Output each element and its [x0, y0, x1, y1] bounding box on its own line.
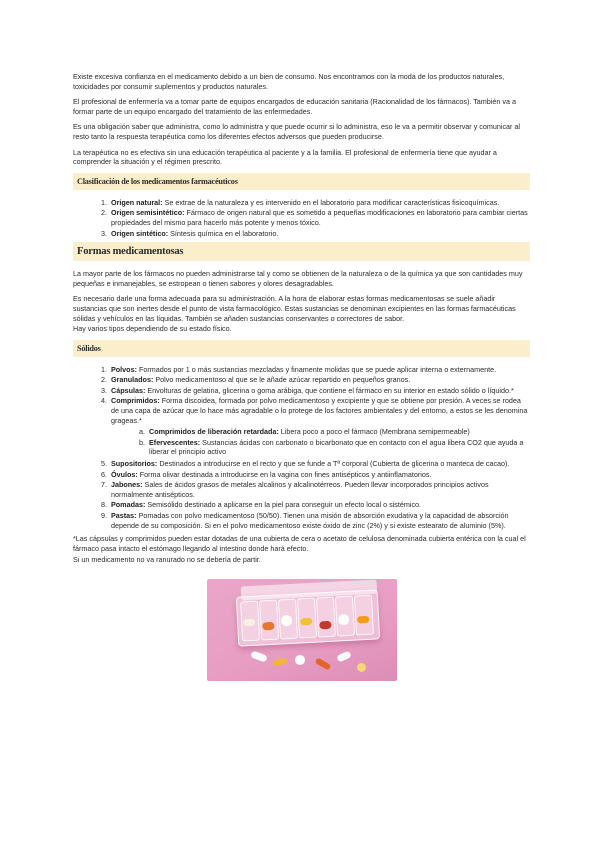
- footnote: *Las cápsulas y comprimidos pueden estar dotadas de una cubierta de cera o acetato de celulosa denominada cubierta entérica con la cual el fármaco pasa intacto el estómago llegando al intestino donde hará efecto.: [73, 534, 526, 553]
- pill-compartment: [259, 600, 279, 641]
- final-note: Si un medicamento no va ranurado no se debería de partir.: [73, 555, 261, 565]
- formas-paragraph-2: Es necesario darle una forma adecuada para su administración. A la hora de elaborar estas formas medicamentosas se suele añadir sustancias que son inertes desde el punto de vista farmacológico. Estas sustancias se denominan excipientes en las formas farmacéuticas sólidas y vehículos en las líquidas. También se añaden sustancias conservantes o correctores de sabor.: [73, 294, 516, 323]
- list-item: [109, 375, 530, 385]
- pill-compartment: [315, 597, 335, 638]
- formas-note: Hay varios tipos dependiendo de su estado físico.: [73, 324, 232, 334]
- list-item: [109, 198, 530, 208]
- item-term: Origen natural:: [111, 197, 163, 207]
- item-term: Pomadas:: [111, 500, 146, 510]
- subitem-text: Libera poco a poco el fármaco (Membrana semipermeable): [278, 427, 470, 437]
- comprimidos-sublist: [111, 427, 530, 457]
- pill: [262, 622, 274, 631]
- sublist-item: [147, 427, 530, 437]
- pill: [319, 621, 331, 630]
- list-item: [109, 511, 530, 530]
- item-term: Origen sintético:: [111, 228, 169, 238]
- item-term: Jabones:: [111, 480, 143, 490]
- heading-formas: Formas medicamentosas: [73, 242, 530, 261]
- item-text: Pomadas con polvo medicamentoso (50/50). Tienen una misión de absorción exudativa y la capacidad de absorción depende de su composición. Si en el polvo medicamentoso existe óxido de zinc (2%) y si existe estearato de aluminio (5%).: [111, 511, 509, 530]
- solidos-list: [73, 365, 530, 531]
- item-term: Supositorios:: [111, 459, 158, 469]
- list-item: [109, 470, 530, 480]
- list-item: [109, 229, 530, 239]
- loose-pill: [314, 657, 331, 670]
- subitem-term: Efervescentes:: [149, 437, 201, 447]
- intro-paragraph-3: Es una obligación saber que administra, como lo administra y que puede ocurrir si lo administra, eso le va a permitir observar y comunicar al resto tanto la respuesta terapéutica como los diferentes efectos adversos que pueden producirse.: [73, 122, 521, 141]
- loose-pill: [357, 663, 366, 672]
- item-term: Polvos:: [111, 364, 137, 374]
- sublist-item: [147, 438, 530, 457]
- heading-solidos: Sólidos: [73, 340, 530, 357]
- pill-compartment: [353, 595, 373, 636]
- item-text: Sales de ácidos grasos de metales alcalinos y alcalinotérreos. Pueden llevar incorporados principios activos normalmente antisépticos.: [111, 480, 489, 499]
- item-text: Formados por 1 o más sustancias mezcladas y finamente molidas que se puede aplicar interna o externamente.: [136, 364, 497, 374]
- item-term: Origen semisintético:: [111, 208, 185, 218]
- list-item: [109, 480, 530, 499]
- loose-pill: [336, 650, 352, 662]
- item-text: Polvo medicamentoso al que se le añade azúcar repartido en pequeños granos.: [153, 375, 411, 385]
- loose-pill: [295, 655, 305, 665]
- intro-paragraph-1: Existe excesiva confianza en el medicamento debido a un bien de consumo. Nos encontramos con la moda de los productos naturales, toxicidades por consumir suplementos y productos naturales.: [73, 72, 505, 91]
- item-text: Síntesis química en el laboratorio.: [168, 228, 279, 238]
- item-text: Se extrae de la naturaleza y es intervenido en el laboratorio para modificar características fisicoquímicas.: [162, 197, 500, 207]
- pill: [242, 619, 254, 627]
- pill: [300, 618, 312, 626]
- item-term: Granulados:: [111, 375, 154, 385]
- subitem-term: Comprimidos de liberación retardada:: [149, 427, 279, 437]
- list-item: [109, 208, 530, 227]
- list-item: [109, 386, 530, 396]
- list-item: [109, 396, 530, 457]
- list-item: [109, 365, 530, 375]
- item-term: Cápsulas:: [111, 385, 146, 395]
- clasificacion-list: [73, 198, 530, 238]
- item-term: Pastas:: [111, 511, 137, 520]
- item-term: Comprimidos:: [111, 396, 160, 406]
- intro-paragraph-2: El profesional de enfermería va a tomar parte de equipos encargados de educación sanitaria (Racionalidad de los fármacos). También va a formar parte de un equipo encargado del tratamiento de las enfermedades.: [73, 97, 516, 116]
- pill: [337, 614, 349, 626]
- formas-paragraph-1: La mayor parte de los fármacos no pueden administrarse tal y como se obtienen de la naturaleza o de la química ya que son cantidades muy pequeñas e inmanejables, se estropean o tienen sabores y olores desagradables.: [73, 269, 523, 288]
- document-content: [73, 72, 530, 681]
- item-text: Forma olivar destinada a introducirse en la vagina con fines antisépticos y antiinflamatorios.: [137, 469, 432, 479]
- pill-organizer-photo: [207, 579, 397, 681]
- item-text: Semisólido destinado a aplicarse en la piel para conseguir un efecto local o sistémico.: [145, 500, 422, 510]
- pill-box: [235, 589, 379, 646]
- heading-clasificacion: Clasificación de los medicamentos farmacéuticos: [73, 173, 530, 190]
- list-item: [109, 500, 530, 510]
- item-term: Óvulos:: [111, 469, 138, 479]
- pill: [356, 616, 368, 624]
- intro-paragraph-4: La terapéutica no es efectiva sin una educación terapéutica al paciente y a la familia. El profesional de enfermería tiene que ayudar a comprender la situación y el régimen prescrito.: [73, 147, 497, 167]
- item-text: Forma discoidea, formada por polvo medicamentoso y excipiente y que se obtiene por presión. A veces se rodea de una capa de azúcar que lo hace más agradable o lo protege de los factores ambientales y del entorno, a estos se les denomina grageas.*: [111, 396, 528, 425]
- subitem-text: Sustancias ácidas con carbonato o bicarbonato que en contacto con el agua libera CO2 que ayuda a liberar el principio activo: [149, 437, 524, 457]
- list-item: [109, 459, 530, 469]
- loose-pill: [250, 650, 267, 662]
- item-text: Destinados a introducirse en el recto y que se funde a Tª corporal (Cubierta de glicerina o manteca de cacao).: [157, 459, 510, 469]
- item-text: Fármaco de origen natural que es sometido a pequeñas modificaciones en laboratorio para cambiar ciertas propiedades del mismo para hacerlo más potente y menos tóxico.: [111, 208, 528, 227]
- loose-pill: [272, 657, 287, 666]
- pill: [280, 615, 292, 627]
- item-text: Envolturas de gelatina, glicerina o goma arábiga, que contiene el fármaco en su interior en estado sólido o líquido.*: [145, 385, 514, 395]
